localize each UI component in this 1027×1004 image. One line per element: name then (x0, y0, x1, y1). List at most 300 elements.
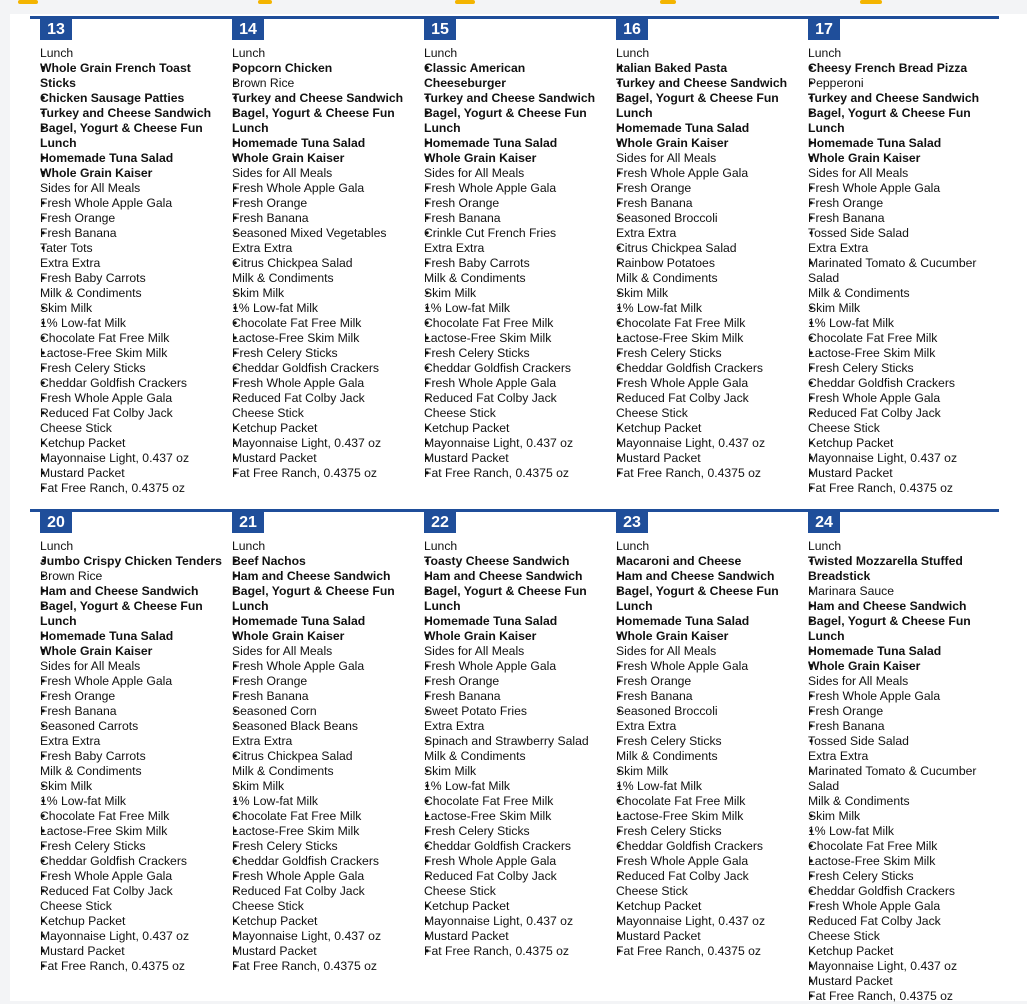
menu-item-line: • Twisted Mozzarella Stuffed (808, 554, 963, 568)
menu-item-line: • Fresh Whole Apple Gala (232, 376, 365, 390)
menu-item (40, 376, 235, 391)
menu-item-line: • Mustard Packet (232, 944, 317, 958)
menu-item-line: • Fresh Whole Apple Gala (616, 854, 749, 868)
menu-item-line: • Fresh Celery Sticks (808, 361, 914, 375)
menu-item (40, 929, 235, 944)
section-heading: Lunch (808, 46, 842, 60)
menu-item (232, 779, 427, 794)
menu-item (424, 361, 619, 376)
menu-item (616, 674, 811, 689)
menu-item (616, 166, 811, 181)
menu-item-line: • Fresh Celery Sticks (232, 839, 338, 853)
menu-item (424, 376, 619, 391)
menu-item (424, 899, 619, 914)
section-heading: Milk & Condiments (40, 764, 142, 778)
menu-item (40, 689, 235, 704)
date-badge: 22 (424, 511, 456, 533)
section-heading: Sides for All Meals (232, 644, 333, 658)
entree-item (40, 61, 235, 91)
menu-item-line: • Reduced Fat Colby Jack (40, 884, 173, 898)
menu-item-line: • Whole Grain Kaiser (424, 151, 537, 165)
menu-item (616, 241, 811, 256)
menu-item-line: • Popcorn Chicken (232, 61, 333, 75)
menu-item-line: • Fresh Whole Apple Gala (40, 674, 173, 688)
menu-item-line: • Cheddar Goldfish Crackers (40, 376, 187, 390)
menu-item (424, 824, 619, 839)
menu-item (40, 196, 235, 211)
menu-item-line: Cheese Stick (616, 406, 688, 420)
section-heading: Extra Extra (424, 719, 485, 733)
menu-item (232, 869, 427, 884)
menu-item-line: Lunch (808, 121, 845, 135)
menu-item (424, 331, 619, 346)
menu-item (232, 181, 427, 196)
menu-item-line: • Mayonnaise Light, 0.437 oz (424, 436, 574, 450)
menu-items (40, 46, 235, 496)
menu-item (232, 466, 427, 481)
section-heading: Extra Extra (616, 226, 677, 240)
menu-item (232, 929, 427, 944)
menu-item-line: Lunch (808, 629, 845, 643)
menu-item-line: • Fresh Whole Apple Gala (808, 899, 941, 913)
menu-item (808, 301, 1003, 316)
menu-item-line: • Cheddar Goldfish Crackers (808, 376, 955, 390)
menu-items (232, 539, 427, 974)
section-heading: Sides for All Meals (40, 181, 141, 195)
menu-item-line: • Fresh Baby Carrots (40, 749, 146, 763)
menu-item-line: • Bagel, Yogurt & Cheese Fun (808, 106, 971, 120)
menu-item (808, 764, 1003, 794)
menu-item (616, 181, 811, 196)
menu-item (232, 809, 427, 824)
menu-item (424, 929, 619, 944)
menu-item-line: • 1% Low-fat Milk (616, 779, 703, 793)
entree-item (232, 136, 427, 151)
menu-item (616, 779, 811, 794)
menu-item (808, 809, 1003, 824)
menu-item-line: • Fresh Banana (808, 719, 885, 733)
menu-item (424, 316, 619, 331)
menu-item-line: • Whole Grain Kaiser (40, 644, 153, 658)
menu-item-line: • Cheddar Goldfish Crackers (616, 839, 763, 853)
entree-item (40, 644, 235, 659)
section-heading: Lunch (808, 539, 842, 553)
menu-item (40, 824, 235, 839)
section-heading: Extra Extra (424, 241, 485, 255)
menu-item-line: • Ketchup Packet (808, 436, 894, 450)
entree-item (232, 91, 427, 106)
menu-item (424, 689, 619, 704)
menu-item-line: • Reduced Fat Colby Jack (808, 914, 941, 928)
section-heading: Extra Extra (808, 749, 869, 763)
menu-item (808, 406, 1003, 436)
menu-item-line: • Fresh Banana (40, 704, 117, 718)
menu-item-line: • Homemade Tuna Salad (616, 614, 750, 628)
section-heading: Extra Extra (40, 734, 101, 748)
menu-item (232, 959, 427, 974)
menu-item-line: • 1% Low-fat Milk (424, 779, 511, 793)
menu-items (232, 46, 427, 481)
entree-item (40, 166, 235, 181)
menu-item-line: • Mayonnaise Light, 0.437 oz (424, 914, 574, 928)
menu-item-line: • Toasty Cheese Sandwich (424, 554, 570, 568)
menu-item-line: • Fresh Whole Apple Gala (40, 196, 173, 210)
menu-item-line: • Mayonnaise Light, 0.437 oz (616, 436, 766, 450)
menu-item (616, 899, 811, 914)
menu-item (40, 361, 235, 376)
menu-item-line: • Fresh Celery Sticks (232, 346, 338, 360)
menu-item-line: • Lactose-Free Skim Milk (808, 346, 936, 360)
menu-item (232, 884, 427, 914)
entree-item (424, 91, 619, 106)
menu-item-line: • Whole Grain Kaiser (808, 151, 921, 165)
menu-item (232, 286, 427, 301)
entree-item (424, 61, 619, 91)
section-heading: Sides for All Meals (616, 644, 717, 658)
menu-item-line: Cheese Stick (808, 421, 880, 435)
menu-item-line: • Ketchup Packet (40, 436, 126, 450)
section-heading: Milk & Condiments (232, 764, 334, 778)
menu-item-line: • Fat Free Ranch, 0.4375 oz (808, 481, 953, 495)
menu-item (808, 376, 1003, 391)
menu-item-line: • Lactose-Free Skim Milk (808, 854, 936, 868)
menu-item-line: • Skim Milk (40, 779, 93, 793)
menu-item (40, 211, 235, 226)
menu-item-line: • Fresh Whole Apple Gala (232, 181, 365, 195)
menu-item-line: Cheese Stick (424, 406, 496, 420)
menu-item-line: • Reduced Fat Colby Jack (616, 391, 749, 405)
entree-item (616, 629, 811, 644)
menu-item-line: • Whole Grain Kaiser (232, 629, 345, 643)
menu-item (424, 256, 619, 271)
menu-item (424, 854, 619, 869)
menu-item-line: • Turkey and Cheese Sandwich (616, 76, 788, 90)
menu-item (616, 196, 811, 211)
menu-item (232, 211, 427, 226)
menu-item-line: • Bagel, Yogurt & Cheese Fun (808, 614, 971, 628)
menu-item-line: • Fresh Orange (232, 196, 308, 210)
menu-item (808, 989, 1003, 1004)
menu-item-line: • Whole Grain Kaiser (616, 629, 729, 643)
menu-item-line: • Ham and Cheese Sandwich (40, 584, 199, 598)
section-heading: Milk & Condiments (232, 271, 334, 285)
date-badge: 14 (232, 18, 264, 40)
menu-item (232, 391, 427, 421)
entree-item (808, 61, 1003, 76)
menu-item-line: • Cheddar Goldfish Crackers (40, 854, 187, 868)
menu-item-line: Cheeseburger (424, 76, 506, 90)
menu-item (424, 391, 619, 421)
menu-item (616, 809, 811, 824)
menu-item-line: • Homemade Tuna Salad (616, 121, 750, 135)
menu-item-line: • Ham and Cheese Sandwich (616, 569, 775, 583)
menu-item (616, 211, 811, 226)
menu-item (232, 944, 427, 959)
menu-item-line: • Cheesy French Bread Pizza (808, 61, 968, 75)
menu-item-line: • Fresh Celery Sticks (40, 839, 146, 853)
menu-item-line: • Cheddar Goldfish Crackers (616, 361, 763, 375)
menu-item (616, 346, 811, 361)
menu-item-line: • Fat Free Ranch, 0.4375 oz (424, 466, 569, 480)
entree-item (616, 76, 811, 91)
menu-item-line: • Fresh Celery Sticks (424, 346, 530, 360)
menu-item-line: • Bagel, Yogurt & Cheese Fun (616, 91, 779, 105)
section-heading: Sides for All Meals (808, 674, 909, 688)
menu-item-line: Cheese Stick (232, 899, 304, 913)
menu-item (616, 659, 811, 674)
entree-item (232, 106, 427, 136)
menu-item-line: • Ketchup Packet (232, 421, 318, 435)
menu-item (616, 256, 811, 271)
menu-item (424, 674, 619, 689)
menu-item-line: • Tossed Side Salad (808, 734, 909, 748)
menu-item-line: • Seasoned Black Beans (232, 719, 359, 733)
menu-items (424, 539, 619, 959)
menu-item-line: • Ketchup Packet (424, 899, 510, 913)
menu-item-line: • Mayonnaise Light, 0.437 oz (808, 959, 958, 973)
top-decoration-strip (0, 0, 1027, 14)
menu-item (40, 406, 235, 436)
menu-item-line: • 1% Low-fat Milk (40, 316, 127, 330)
entree-item (232, 569, 427, 584)
menu-item-line: • Tossed Side Salad (808, 226, 909, 240)
menu-item (616, 869, 811, 899)
menu-item-line: • Lactose-Free Skim Milk (424, 809, 552, 823)
menu-item-line: • Fresh Whole Apple Gala (616, 166, 749, 180)
menu-item (232, 749, 427, 764)
menu-item (424, 704, 619, 719)
menu-item-line: • Citrus Chickpea Salad (232, 749, 353, 763)
menu-item-line: • Fresh Whole Apple Gala (232, 869, 365, 883)
menu-item (808, 211, 1003, 226)
menu-item-line: • Chocolate Fat Free Milk (232, 809, 362, 823)
menu-item-line: • Cheddar Goldfish Crackers (424, 839, 571, 853)
menu-item (808, 704, 1003, 719)
menu-item (232, 719, 427, 734)
entree-item (808, 151, 1003, 166)
menu-item-line: • Lactose-Free Skim Milk (232, 331, 360, 345)
menu-item-line: • Fat Free Ranch, 0.4375 oz (616, 944, 761, 958)
section-heading: Milk & Condiments (424, 271, 526, 285)
menu-item-line: • Reduced Fat Colby Jack (232, 391, 365, 405)
menu-item (808, 451, 1003, 466)
menu-item (808, 869, 1003, 884)
menu-item-line: • Mayonnaise Light, 0.437 oz (40, 929, 190, 943)
entree-item (424, 151, 619, 166)
menu-item-line: • Mayonnaise Light, 0.437 oz (232, 929, 382, 943)
menu-item-line: Lunch (232, 121, 269, 135)
menu-item (232, 794, 427, 809)
menu-item (40, 481, 235, 496)
menu-item (40, 466, 235, 481)
section-heading: Sides for All Meals (40, 659, 141, 673)
section-heading: Extra Extra (40, 256, 101, 270)
entree-item (808, 554, 1003, 584)
menu-item (616, 764, 811, 779)
menu-item-line: • Fresh Celery Sticks (40, 361, 146, 375)
menu-item-line: • Crinkle Cut French Fries (424, 226, 557, 240)
menu-item (40, 569, 235, 584)
menu-item-line: • Chocolate Fat Free Milk (616, 316, 746, 330)
week-1-rule (30, 16, 999, 19)
date-badge: 13 (40, 18, 72, 40)
menu-item-line: • Whole Grain Kaiser (40, 166, 153, 180)
menu-item-line: • Reduced Fat Colby Jack (232, 884, 365, 898)
entree-item (616, 584, 811, 614)
menu-items (424, 46, 619, 481)
menu-item-line: • Brown Rice (40, 569, 103, 583)
menu-item-line: • Mayonnaise Light, 0.437 oz (232, 436, 382, 450)
menu-item-line: • Fat Free Ranch, 0.4375 oz (232, 959, 377, 973)
entree-item (808, 644, 1003, 659)
section-heading: Lunch (424, 539, 458, 553)
menu-item-line: • Italian Baked Pasta (616, 61, 728, 75)
menu-item-line: • 1% Low-fat Milk (232, 301, 319, 315)
menu-item (40, 779, 235, 794)
menu-item-line: • 1% Low-fat Milk (232, 794, 319, 808)
menu-item (808, 944, 1003, 959)
menu-item-line: • Chocolate Fat Free Milk (808, 331, 938, 345)
menu-item-line: • Chocolate Fat Free Milk (808, 839, 938, 853)
menu-item-line: • Chocolate Fat Free Milk (40, 331, 170, 345)
menu-item-line: • Bagel, Yogurt & Cheese Fun (424, 106, 587, 120)
entree-item (808, 136, 1003, 151)
menu-item-line: Lunch (232, 599, 269, 613)
menu-item (616, 316, 811, 331)
menu-item-line: • Fresh Orange (808, 704, 884, 718)
menu-item (424, 869, 619, 899)
menu-item-line: • Fresh Orange (424, 196, 500, 210)
menu-item (40, 869, 235, 884)
menu-item-line: • Fresh Banana (232, 689, 309, 703)
menu-item-line: • Skim Milk (40, 301, 93, 315)
menu-item (616, 839, 811, 854)
date-badge: 24 (808, 511, 840, 533)
menu-item-line: • Jumbo Crispy Chicken Tenders (40, 554, 222, 568)
menu-item-line: • Turkey and Cheese Sandwich (232, 91, 404, 105)
menu-item-line: • Chocolate Fat Free Milk (424, 794, 554, 808)
menu-item (616, 824, 811, 839)
menu-item (40, 884, 235, 914)
menu-item-line: • 1% Low-fat Milk (424, 301, 511, 315)
entree-item (40, 629, 235, 644)
menu-item-line: • Homemade Tuna Salad (232, 614, 366, 628)
menu-item-line: • Seasoned Carrots (40, 719, 139, 733)
menu-item (808, 974, 1003, 989)
menu-item (424, 914, 619, 929)
entree-item (616, 554, 811, 569)
menu-item-line: • Bagel, Yogurt & Cheese Fun (616, 584, 779, 598)
menu-item-line: Cheese Stick (808, 929, 880, 943)
menu-item (424, 794, 619, 809)
entree-item (40, 599, 235, 629)
menu-item-line: • Reduced Fat Colby Jack (424, 869, 557, 883)
menu-item-line: • Reduced Fat Colby Jack (424, 391, 557, 405)
entree-item (808, 599, 1003, 614)
menu-item-line: • Skim Milk (232, 286, 285, 300)
menu-item-line: Cheese Stick (40, 899, 112, 913)
menu-item-line: • Fresh Whole Apple Gala (808, 689, 941, 703)
entree-item (40, 121, 235, 151)
menu-item (40, 704, 235, 719)
entree-item (424, 569, 619, 584)
section-heading: Sides for All Meals (232, 166, 333, 180)
menu-item (232, 346, 427, 361)
menu-item-line: • Fresh Banana (232, 211, 309, 225)
menu-item (40, 749, 235, 764)
menu-item (808, 181, 1003, 196)
menu-item (40, 719, 235, 734)
menu-items (40, 539, 235, 974)
menu-item-line: • Fresh Whole Apple Gala (616, 376, 749, 390)
menu-item (616, 794, 811, 809)
menu-item-line: • Beef Nachos (232, 554, 306, 568)
menu-item (808, 331, 1003, 346)
menu-item-line: • Whole Grain Kaiser (424, 629, 537, 643)
menu-item-line: • Whole Grain Kaiser (232, 151, 345, 165)
menu-item (232, 376, 427, 391)
entree-item (808, 659, 1003, 674)
menu-item (232, 196, 427, 211)
menu-item-line: • Rainbow Potatoes (616, 256, 715, 270)
menu-item-line: • Whole Grain Kaiser (616, 136, 729, 150)
menu-item-line: • Lactose-Free Skim Milk (616, 331, 744, 345)
menu-item (40, 839, 235, 854)
section-heading: Extra Extra (808, 241, 869, 255)
menu-item (424, 734, 619, 749)
entree-item (424, 136, 619, 151)
menu-item-line: • Cheddar Goldfish Crackers (232, 361, 379, 375)
menu-item-line: • Citrus Chickpea Salad (232, 256, 353, 270)
menu-item (232, 316, 427, 331)
section-heading: Milk & Condiments (808, 286, 910, 300)
menu-item (616, 391, 811, 421)
menu-item-line: Lunch (424, 599, 461, 613)
menu-item-line: • Fresh Orange (232, 674, 308, 688)
menu-item-line: Lunch (424, 121, 461, 135)
entree-item (232, 61, 427, 76)
menu-item-line: • Whole Grain Kaiser (808, 659, 921, 673)
menu-item (40, 226, 235, 241)
menu-item-line: • Mustard Packet (40, 466, 125, 480)
menu-item (424, 839, 619, 854)
menu-item-line: • Fresh Whole Apple Gala (808, 181, 941, 195)
menu-item-line: • Fresh Orange (616, 181, 692, 195)
section-heading: Lunch (616, 46, 650, 60)
menu-item-line: • Homemade Tuna Salad (40, 151, 174, 165)
menu-item (616, 451, 811, 466)
entree-item (424, 584, 619, 614)
menu-item-line: • Chocolate Fat Free Milk (40, 809, 170, 823)
menu-item (808, 466, 1003, 481)
menu-item-line: • Ketchup Packet (40, 914, 126, 928)
menu-item (40, 674, 235, 689)
menu-item (808, 584, 1003, 599)
date-badge: 16 (616, 18, 648, 40)
menu-item (232, 659, 427, 674)
menu-item-line: • Fresh Whole Apple Gala (616, 659, 749, 673)
menu-item-line: • Marinara Sauce (808, 584, 895, 598)
menu-item-line: • Mustard Packet (616, 929, 701, 943)
section-heading: Milk & Condiments (616, 271, 718, 285)
menu-item (424, 451, 619, 466)
menu-item (424, 944, 619, 959)
menu-item-line: Lunch (616, 599, 653, 613)
menu-item (40, 914, 235, 929)
menu-item (808, 436, 1003, 451)
menu-item-line: • Mustard Packet (40, 944, 125, 958)
entree-item (616, 614, 811, 629)
